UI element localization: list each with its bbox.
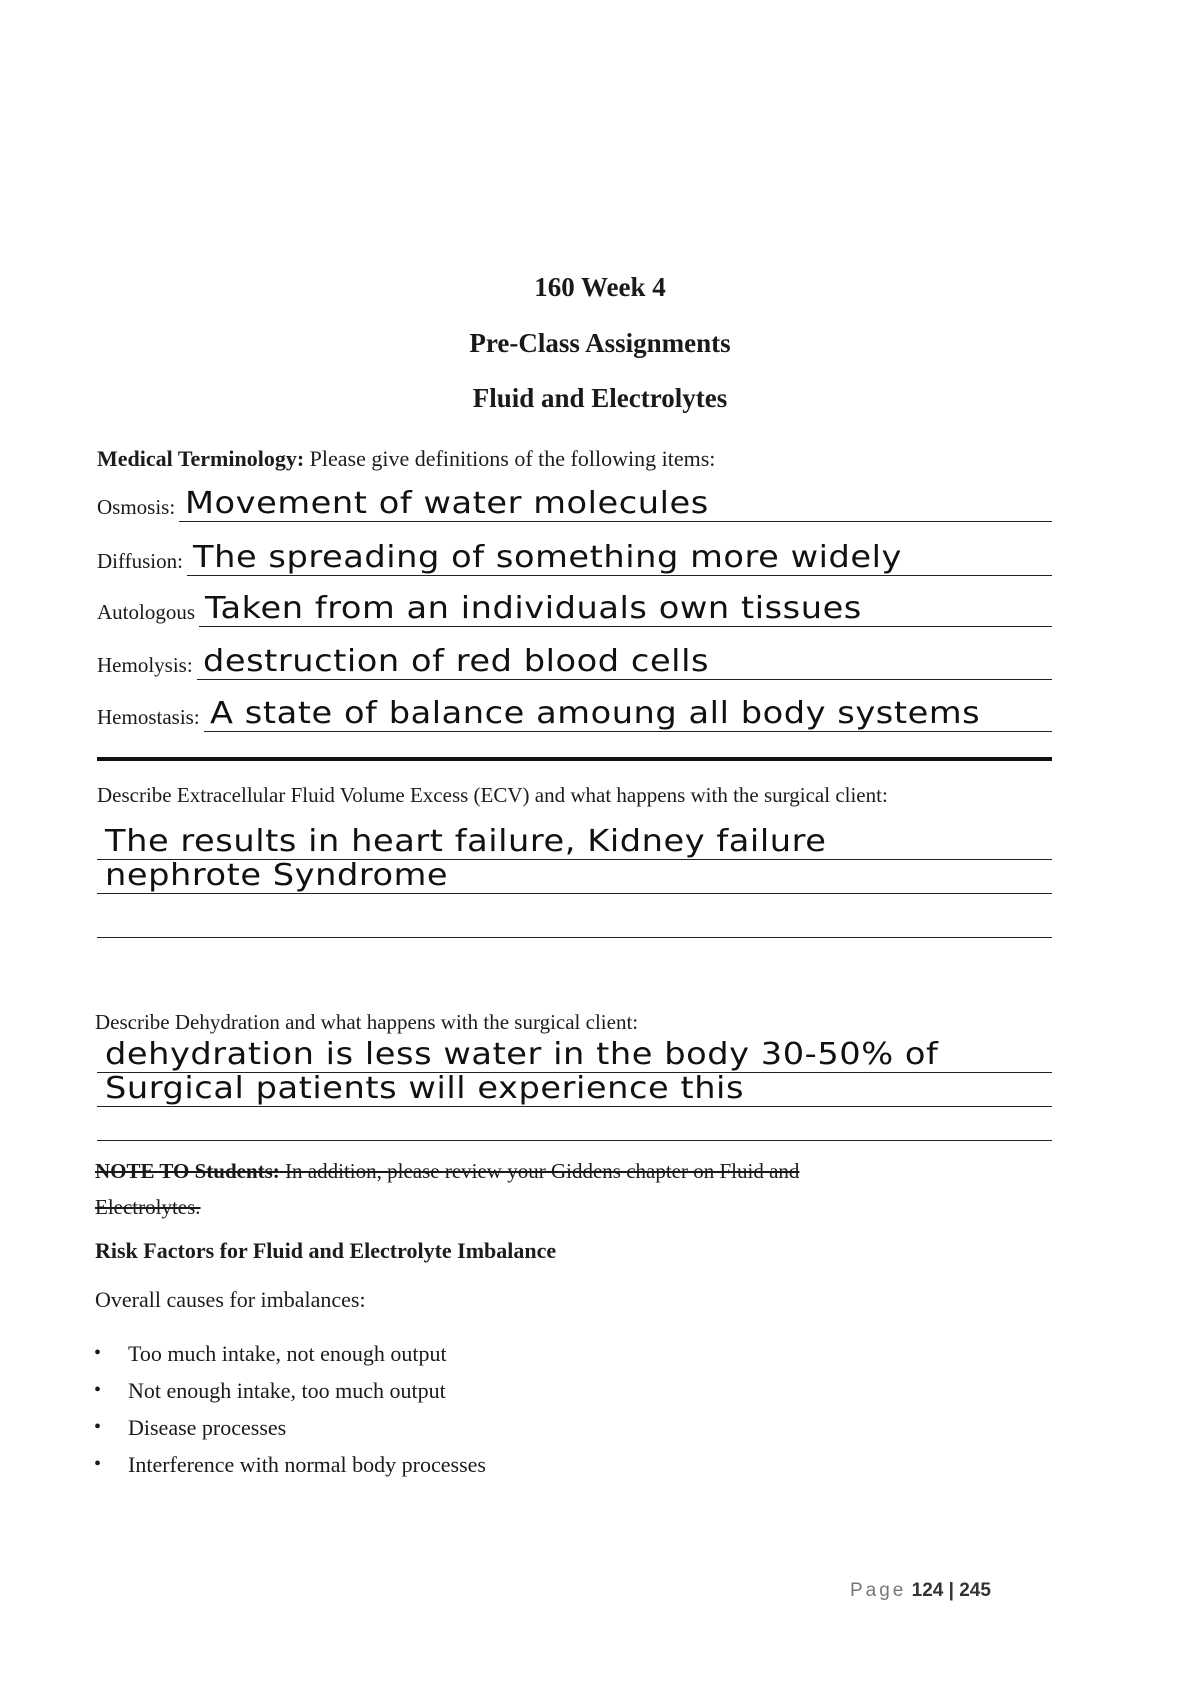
handwritten-answer: dehydration is less water in the body 30-50% of bbox=[105, 1038, 939, 1072]
term-label: Autologous bbox=[97, 600, 196, 624]
list-item: • Disease processes bbox=[90, 1409, 486, 1446]
ecv-question: Describe Extracellular Fluid Volume Excess (ECV) and what happens with the surgical client: bbox=[97, 783, 888, 807]
term-answer-field[interactable] bbox=[187, 537, 1052, 576]
handwritten-answer: nephrote Syndrome bbox=[105, 859, 449, 893]
risk-bullet-list bbox=[90, 1335, 486, 1483]
terminology-instruction bbox=[97, 446, 715, 472]
topic-title: Fluid and Electrolytes bbox=[472, 383, 728, 413]
handwritten-answer: Taken from an individuals own tissues bbox=[205, 591, 862, 626]
dehydration-question: Describe Dehydration and what happens with the surgical client: bbox=[95, 1010, 639, 1034]
assignment-title: Pre-Class Assignments bbox=[469, 328, 731, 358]
dehydration-answer-line[interactable] bbox=[97, 1106, 1052, 1141]
list-item: • Not enough intake, too much output bbox=[90, 1372, 486, 1409]
dehydration-answer-line[interactable] bbox=[97, 1072, 1052, 1107]
course-title: 160 Week 4 bbox=[534, 272, 666, 302]
term-answer-field[interactable] bbox=[199, 588, 1052, 627]
term-row-hemolysis bbox=[97, 641, 1052, 680]
risk-subheading: Overall causes for imbalances: bbox=[95, 1287, 366, 1312]
term-answer-field[interactable] bbox=[204, 693, 1052, 732]
term-label: Diffusion: bbox=[97, 549, 183, 573]
term-row-diffusion bbox=[97, 537, 1052, 576]
term-row-hemostasis bbox=[97, 693, 1052, 732]
term-label: Osmosis: bbox=[97, 495, 176, 519]
list-item: • Too much intake, not enough output bbox=[90, 1335, 486, 1372]
dehydration-answer-line[interactable] bbox=[97, 1038, 1052, 1073]
handwritten-answer: Surgical patients will experience this bbox=[105, 1072, 745, 1106]
risk-heading: Risk Factors for Fluid and Electrolyte Imbalance bbox=[95, 1238, 557, 1263]
term-row-osmosis bbox=[97, 483, 1052, 522]
handwritten-answer: The results in heart failure, Kidney failure bbox=[105, 825, 827, 859]
note-label: NOTE TO Students: bbox=[95, 1159, 280, 1183]
page-word: Page bbox=[850, 1580, 907, 1601]
section-divider bbox=[97, 757, 1052, 761]
term-label: Hemostasis: bbox=[97, 705, 200, 729]
term-row-autologous bbox=[97, 588, 1052, 627]
ecv-answer-line[interactable] bbox=[97, 859, 1052, 894]
note-line-2: Electrolytes. bbox=[95, 1195, 201, 1219]
terminology-heading: Medical Terminology: bbox=[97, 446, 305, 471]
page-count: 124 | 245 bbox=[911, 1580, 991, 1601]
page-number bbox=[850, 1580, 991, 1602]
handwritten-answer: A state of balance amoung all body systems bbox=[209, 696, 980, 731]
term-label: Hemolysis: bbox=[97, 653, 193, 677]
ecv-answer-line[interactable] bbox=[97, 903, 1052, 938]
term-answer-field[interactable] bbox=[197, 641, 1052, 680]
handwritten-answer: The spreading of something more widely bbox=[192, 540, 902, 575]
list-item: • Interference with normal body processes bbox=[90, 1446, 486, 1483]
handwritten-answer: Movement of water molecules bbox=[185, 486, 710, 521]
note-text: In addition, please review your Giddens chapter on Fluid and bbox=[279, 1159, 800, 1183]
ecv-answer-line[interactable] bbox=[97, 825, 1052, 860]
term-answer-field[interactable] bbox=[179, 483, 1052, 522]
note-line-1 bbox=[95, 1159, 799, 1184]
handwritten-answer: destruction of red blood cells bbox=[202, 644, 709, 679]
terminology-instruction-text: Please give definitions of the following items: bbox=[304, 446, 716, 471]
